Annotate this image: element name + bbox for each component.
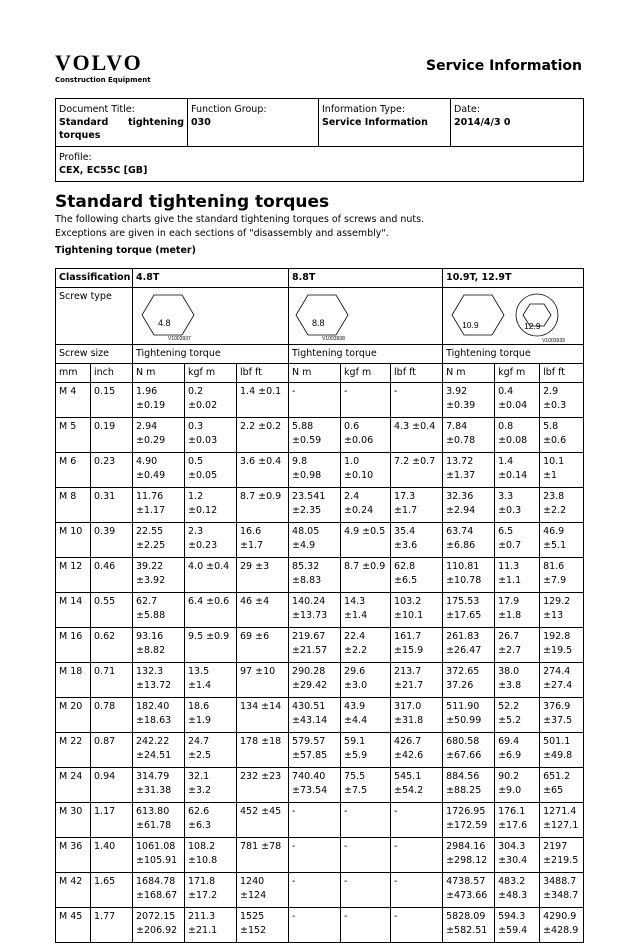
info-type-value: Service Information: [322, 117, 428, 128]
table-cell: 3.6 ±0.4: [237, 453, 289, 488]
table-cell: 680.58 ±67.66: [443, 733, 495, 768]
table-cell: M 36: [56, 838, 91, 873]
table-cell: 0.5 ±0.05: [185, 453, 237, 488]
table-cell: 62.8 ±6.5: [391, 558, 443, 593]
table-cell: 17.9 ±1.8: [495, 593, 540, 628]
table-cell: 52.2 ±5.2: [495, 698, 540, 733]
table-cell: 274.4 ±27.4: [540, 663, 584, 698]
table-cell: 2.2 ±0.2: [237, 418, 289, 453]
table-cell: 1061.08 ±105.91: [133, 838, 185, 873]
table-cell: M 22: [56, 733, 91, 768]
table-cell: 62.7 ±5.88: [133, 593, 185, 628]
table-cell: 4290.9 ±428.9: [540, 908, 584, 943]
table-cell: 18.6 ±1.9: [185, 698, 237, 733]
table-cell: 1726.95 ±172.59: [443, 803, 495, 838]
table-cell: 129.2 ±13: [540, 593, 584, 628]
class-10-9t-12-9t: 10.9T, 12.9T: [443, 269, 584, 288]
table-cell: 0.46: [91, 558, 133, 593]
screw-size-label: Screw size: [56, 345, 133, 364]
table-cell: 26.7 ±2.7: [495, 628, 540, 663]
table-cell: 192.8 ±19.5: [540, 628, 584, 663]
table-cell: 11.76 ±1.17: [133, 488, 185, 523]
table-cell: 11.3 ±1.1: [495, 558, 540, 593]
table-cell: 5.8 ±0.6: [540, 418, 584, 453]
table-row: [56, 733, 584, 768]
intro-line-1: The following charts give the standard tightening torques of screws and nuts.: [55, 214, 425, 225]
table-cell: 32.36 ±2.94: [443, 488, 495, 523]
tightening-torque-label: Tightening torque: [133, 345, 289, 364]
table-cell: 69 ±6: [237, 628, 289, 663]
grade-mark-4-8: 4.8: [158, 318, 171, 328]
table-cell: 93.16 ±8.82: [133, 628, 185, 663]
table-cell: 1.65: [91, 873, 133, 908]
table-cell: 290.28 ±29.42: [289, 663, 341, 698]
table-cell: 103.2 ±10.1: [391, 593, 443, 628]
table-cell: 46 ±4: [237, 593, 289, 628]
table-cell: 4.3 ±0.4: [391, 418, 443, 453]
service-information-title: Service Information: [426, 58, 582, 74]
table-cell: 1.17: [91, 803, 133, 838]
table-cell: 1684.78 ±168.67: [133, 873, 185, 908]
table-row: [56, 768, 584, 803]
image-code-4-8: V1003937: [168, 336, 191, 342]
unit-header: N m: [443, 364, 495, 383]
table-cell: 1.96 ±0.19: [133, 383, 185, 418]
screw-image-8-8: [292, 290, 439, 342]
table-cell: 2.4 ±0.24: [341, 488, 391, 523]
profile-row: [56, 147, 584, 182]
table-cell: 1.77: [91, 908, 133, 943]
table-cell: 10.1 ±1: [540, 453, 584, 488]
table-cell: 0.4 ±0.04: [495, 383, 540, 418]
table-cell: 32.1 ±3.2: [185, 768, 237, 803]
profile-value: CEX, EC55C [GB]: [59, 165, 148, 176]
table-cell: 0.2 ±0.02: [185, 383, 237, 418]
table-cell: 171.8 ±17.2: [185, 873, 237, 908]
table-row: [56, 523, 584, 558]
table-row: [56, 383, 584, 418]
doc-title-label: Document Title:: [59, 104, 135, 115]
unit-header: N m: [289, 364, 341, 383]
screw-image-4-8-cell: [133, 288, 289, 345]
table-cell: 3.3 ±0.3: [495, 488, 540, 523]
tightening-torque-label: Tightening torque: [289, 345, 443, 364]
tightening-torque-label: Tightening torque: [443, 345, 584, 364]
volvo-logo: VOLVO: [55, 50, 143, 75]
date-cell: [451, 99, 584, 147]
unit-header: lbf ft: [391, 364, 443, 383]
table-cell: 39.22 ±3.92: [133, 558, 185, 593]
table-cell: 182.40 ±18.63: [133, 698, 185, 733]
table-cell: 781 ±78: [237, 838, 289, 873]
table-cell: -: [289, 383, 341, 418]
table-cell: -: [391, 908, 443, 943]
function-group-cell: [188, 99, 319, 147]
screw-image-8-8-cell: [289, 288, 443, 345]
table-cell: 5.88 ±0.59: [289, 418, 341, 453]
table-cell: 161.7 ±15.9: [391, 628, 443, 663]
table-cell: M 45: [56, 908, 91, 943]
table-cell: 1240 ±124: [237, 873, 289, 908]
table-cell: 4.0 ±0.4: [185, 558, 237, 593]
table-cell: M 4: [56, 383, 91, 418]
table-cell: -: [289, 838, 341, 873]
screw-image-4-8: [136, 290, 285, 342]
table-cell: -: [391, 803, 443, 838]
table-cell: 0.39: [91, 523, 133, 558]
table-cell: 24.7 ±2.5: [185, 733, 237, 768]
table-cell: 545.1 ±54.2: [391, 768, 443, 803]
table-cell: 314.79 ±31.38: [133, 768, 185, 803]
table-cell: M 30: [56, 803, 91, 838]
table-cell: -: [289, 873, 341, 908]
grade-mark-12-9: 12.9: [524, 321, 541, 331]
table-cell: -: [341, 803, 391, 838]
table-cell: 884.56 ±88.25: [443, 768, 495, 803]
table-cell: 6.5 ±0.7: [495, 523, 540, 558]
table-cell: 0.3 ±0.03: [185, 418, 237, 453]
screw-type-label: Screw type: [56, 288, 133, 345]
table-cell: 2197 ±219.5: [540, 838, 584, 873]
table-cell: 0.78: [91, 698, 133, 733]
table-cell: 13.72 ±1.37: [443, 453, 495, 488]
table-cell: 62.6 ±6.3: [185, 803, 237, 838]
table-cell: 6.4 ±0.6: [185, 593, 237, 628]
grade-mark-8-8: 8.8: [312, 318, 325, 328]
date-value: 2014/4/3 0: [454, 117, 511, 128]
table-cell: 97 ±10: [237, 663, 289, 698]
unit-header: inch: [91, 364, 133, 383]
image-code-10-9: V1003939: [542, 338, 565, 344]
table-cell: -: [341, 873, 391, 908]
table-cell: 29.6 ±3.0: [341, 663, 391, 698]
table-cell: 1.2 ±0.12: [185, 488, 237, 523]
table-cell: 63.74 ±6.86: [443, 523, 495, 558]
table-row: [56, 698, 584, 733]
table-cell: 0.23: [91, 453, 133, 488]
doc-title-word2: tightening: [128, 117, 184, 128]
table-cell: 85.32 ±8.83: [289, 558, 341, 593]
table-cell: 17.3 ±1.7: [391, 488, 443, 523]
doc-title-word1: Standard: [59, 117, 109, 128]
unit-header: kgf m: [341, 364, 391, 383]
table-cell: 176.1 ±17.6: [495, 803, 540, 838]
table-cell: 242.22 ±24.51: [133, 733, 185, 768]
table-row: [56, 838, 584, 873]
table-cell: 29 ±3: [237, 558, 289, 593]
table-cell: -: [391, 873, 443, 908]
table-cell: 14.3 ±1.4: [341, 593, 391, 628]
unit-header: kgf m: [185, 364, 237, 383]
table-cell: 13.5 ±1.4: [185, 663, 237, 698]
unit-header: mm: [56, 364, 91, 383]
classification-label: Classification: [56, 269, 133, 288]
table-cell: 9.8 ±0.98: [289, 453, 341, 488]
table-cell: M 14: [56, 593, 91, 628]
table-cell: 483.2 ±48.3: [495, 873, 540, 908]
table-cell: 2.94 ±0.29: [133, 418, 185, 453]
table-cell: 304.3 ±30.4: [495, 838, 540, 873]
table-cell: M 12: [56, 558, 91, 593]
table-cell: 0.62: [91, 628, 133, 663]
table-cell: 1271.4 ±127.1: [540, 803, 584, 838]
table-cell: 0.71: [91, 663, 133, 698]
table-cell: 69.4 ±6.9: [495, 733, 540, 768]
doc-title-word3: torques: [59, 130, 101, 141]
profile-label: Profile:: [59, 152, 92, 163]
table-cell: 3.92 ±0.39: [443, 383, 495, 418]
table-cell: 1.4 ±0.1: [237, 383, 289, 418]
table-cell: 8.7 ±0.9: [341, 558, 391, 593]
table-cell: 3488.7 ±348.7: [540, 873, 584, 908]
table-cell: 0.15: [91, 383, 133, 418]
table-cell: 132.3 ±13.72: [133, 663, 185, 698]
unit-header: kgf m: [495, 364, 540, 383]
table-cell: 511.90 ±50.99: [443, 698, 495, 733]
table-cell: M 20: [56, 698, 91, 733]
profile-cell: [56, 147, 584, 182]
table-cell: 140.24 ±13.73: [289, 593, 341, 628]
table-cell: -: [391, 838, 443, 873]
table-cell: 7.2 ±0.7: [391, 453, 443, 488]
table-cell: -: [289, 908, 341, 943]
table-cell: 1.4 ±0.14: [495, 453, 540, 488]
table-cell: 740.40 ±73.54: [289, 768, 341, 803]
table-cell: 4.90 ±0.49: [133, 453, 185, 488]
table-cell: 426.7 ±42.6: [391, 733, 443, 768]
table-cell: 2.9 ±0.3: [540, 383, 584, 418]
image-code-8-8: V1003938: [322, 336, 345, 342]
table-cell: 22.4 ±2.2: [341, 628, 391, 663]
table-cell: 7.84 ±0.78: [443, 418, 495, 453]
table-cell: 8.7 ±0.9: [237, 488, 289, 523]
table-cell: 2072.15 ±206.92: [133, 908, 185, 943]
function-group-label: Function Group:: [191, 104, 267, 115]
table-cell: 35.4 ±3.6: [391, 523, 443, 558]
table-cell: 376.9 ±37.5: [540, 698, 584, 733]
table-cell: 0.31: [91, 488, 133, 523]
doc-title-line1: [59, 116, 184, 129]
table-cell: 2984.16 ±298.12: [443, 838, 495, 873]
table-cell: 317.0 ±31.8: [391, 698, 443, 733]
screw-image-10-9: [446, 290, 580, 342]
units-row: [56, 364, 584, 383]
size-torque-header-row: [56, 345, 584, 364]
document-meta-table: [55, 98, 584, 182]
table-cell: 48.05 ±4.9: [289, 523, 341, 558]
table-cell: 81.6 ±7.9: [540, 558, 584, 593]
table-cell: 43.9 ±4.4: [341, 698, 391, 733]
table-cell: M 24: [56, 768, 91, 803]
info-type-label: Information Type:: [322, 104, 406, 115]
table-row: [56, 803, 584, 838]
table-row: [56, 873, 584, 908]
table-cell: 211.3 ±21.1: [185, 908, 237, 943]
table-row: [56, 558, 584, 593]
table-cell: 9.5 ±0.9: [185, 628, 237, 663]
table-cell: 38.0 ±3.8: [495, 663, 540, 698]
screw-image-10-9-cell: [443, 288, 584, 345]
table-cell: 1.0 ±0.10: [341, 453, 391, 488]
table-cell: M 10: [56, 523, 91, 558]
table-cell: 0.8 ±0.08: [495, 418, 540, 453]
table-cell: 232 ±23: [237, 768, 289, 803]
table-cell: 651.2 ±65: [540, 768, 584, 803]
intro-line-2: Exceptions are given in each sections of "disassembly and assembly".: [55, 228, 389, 239]
table-row: [56, 453, 584, 488]
table-cell: 59.1 ±5.9: [341, 733, 391, 768]
table-cell: 579.57 ±57.85: [289, 733, 341, 768]
table-cell: 1.40: [91, 838, 133, 873]
table-cell: 452 ±45: [237, 803, 289, 838]
table-cell: 4.9 ±0.5: [341, 523, 391, 558]
table-cell: 613.80 ±61.78: [133, 803, 185, 838]
table-row: [56, 908, 584, 943]
table-row: [56, 488, 584, 523]
table-cell: 108.2 ±10.8: [185, 838, 237, 873]
torque-table: [55, 268, 584, 943]
date-label: Date:: [454, 104, 480, 115]
screw-type-row: [56, 288, 584, 345]
table-cell: -: [341, 908, 391, 943]
table-cell: 110.81 ±10.78: [443, 558, 495, 593]
table-cell: 501.1 ±49.8: [540, 733, 584, 768]
table-cell: 5828.09 ±582.51: [443, 908, 495, 943]
meta-row: [56, 99, 584, 147]
table-cell: 372.65 37.26: [443, 663, 495, 698]
intro-text: [55, 213, 585, 241]
table-cell: 90.2 ±9.0: [495, 768, 540, 803]
doc-title-cell: [56, 99, 188, 147]
class-8-8t: 8.8T: [289, 269, 443, 288]
class-4-8t: 4.8T: [133, 269, 289, 288]
table-row: [56, 418, 584, 453]
table-row: [56, 628, 584, 663]
table-cell: 0.55: [91, 593, 133, 628]
table-cell: -: [289, 803, 341, 838]
table-cell: M 16: [56, 628, 91, 663]
table-cell: M 5: [56, 418, 91, 453]
page-title: Standard tightening torques: [55, 192, 330, 212]
unit-header: N m: [133, 364, 185, 383]
table-cell: -: [341, 838, 391, 873]
table-cell: M 8: [56, 488, 91, 523]
table-cell: M 18: [56, 663, 91, 698]
table-cell: 261.83 ±26.47: [443, 628, 495, 663]
table-cell: -: [391, 383, 443, 418]
table-cell: 175.53 ±17.65: [443, 593, 495, 628]
table-cell: 430.51 ±43.14: [289, 698, 341, 733]
section-subheading: Tightening torque (meter): [55, 245, 196, 256]
table-cell: 16.6 ±1.7: [237, 523, 289, 558]
table-cell: 178 ±18: [237, 733, 289, 768]
table-cell: M 42: [56, 873, 91, 908]
brand-subtitle: Construction Equipment: [55, 76, 151, 84]
unit-header: lbf ft: [540, 364, 584, 383]
function-group-value: 030: [191, 117, 211, 128]
classification-row: [56, 269, 584, 288]
table-cell: 134 ±14: [237, 698, 289, 733]
table-cell: 22.55 ±2.25: [133, 523, 185, 558]
unit-header: lbf ft: [237, 364, 289, 383]
table-cell: 2.3 ±0.23: [185, 523, 237, 558]
table-row: [56, 663, 584, 698]
table-cell: 23.541 ±2.35: [289, 488, 341, 523]
table-cell: 0.87: [91, 733, 133, 768]
info-type-cell: [319, 99, 451, 147]
table-row: [56, 593, 584, 628]
table-cell: 1525 ±152: [237, 908, 289, 943]
table-cell: 0.94: [91, 768, 133, 803]
table-cell: M 6: [56, 453, 91, 488]
table-cell: 219.67 ±21.57: [289, 628, 341, 663]
grade-mark-10-9: 10.9: [462, 320, 479, 330]
table-cell: 594.3 ±59.4: [495, 908, 540, 943]
table-cell: 4738.57 ±473.66: [443, 873, 495, 908]
table-cell: 46.9 ±5.1: [540, 523, 584, 558]
table-cell: 213.7 ±21.7: [391, 663, 443, 698]
table-cell: 23.8 ±2.2: [540, 488, 584, 523]
table-cell: 0.6 ±0.06: [341, 418, 391, 453]
table-cell: -: [341, 383, 391, 418]
table-cell: 75.5 ±7.5: [341, 768, 391, 803]
table-cell: 0.19: [91, 418, 133, 453]
